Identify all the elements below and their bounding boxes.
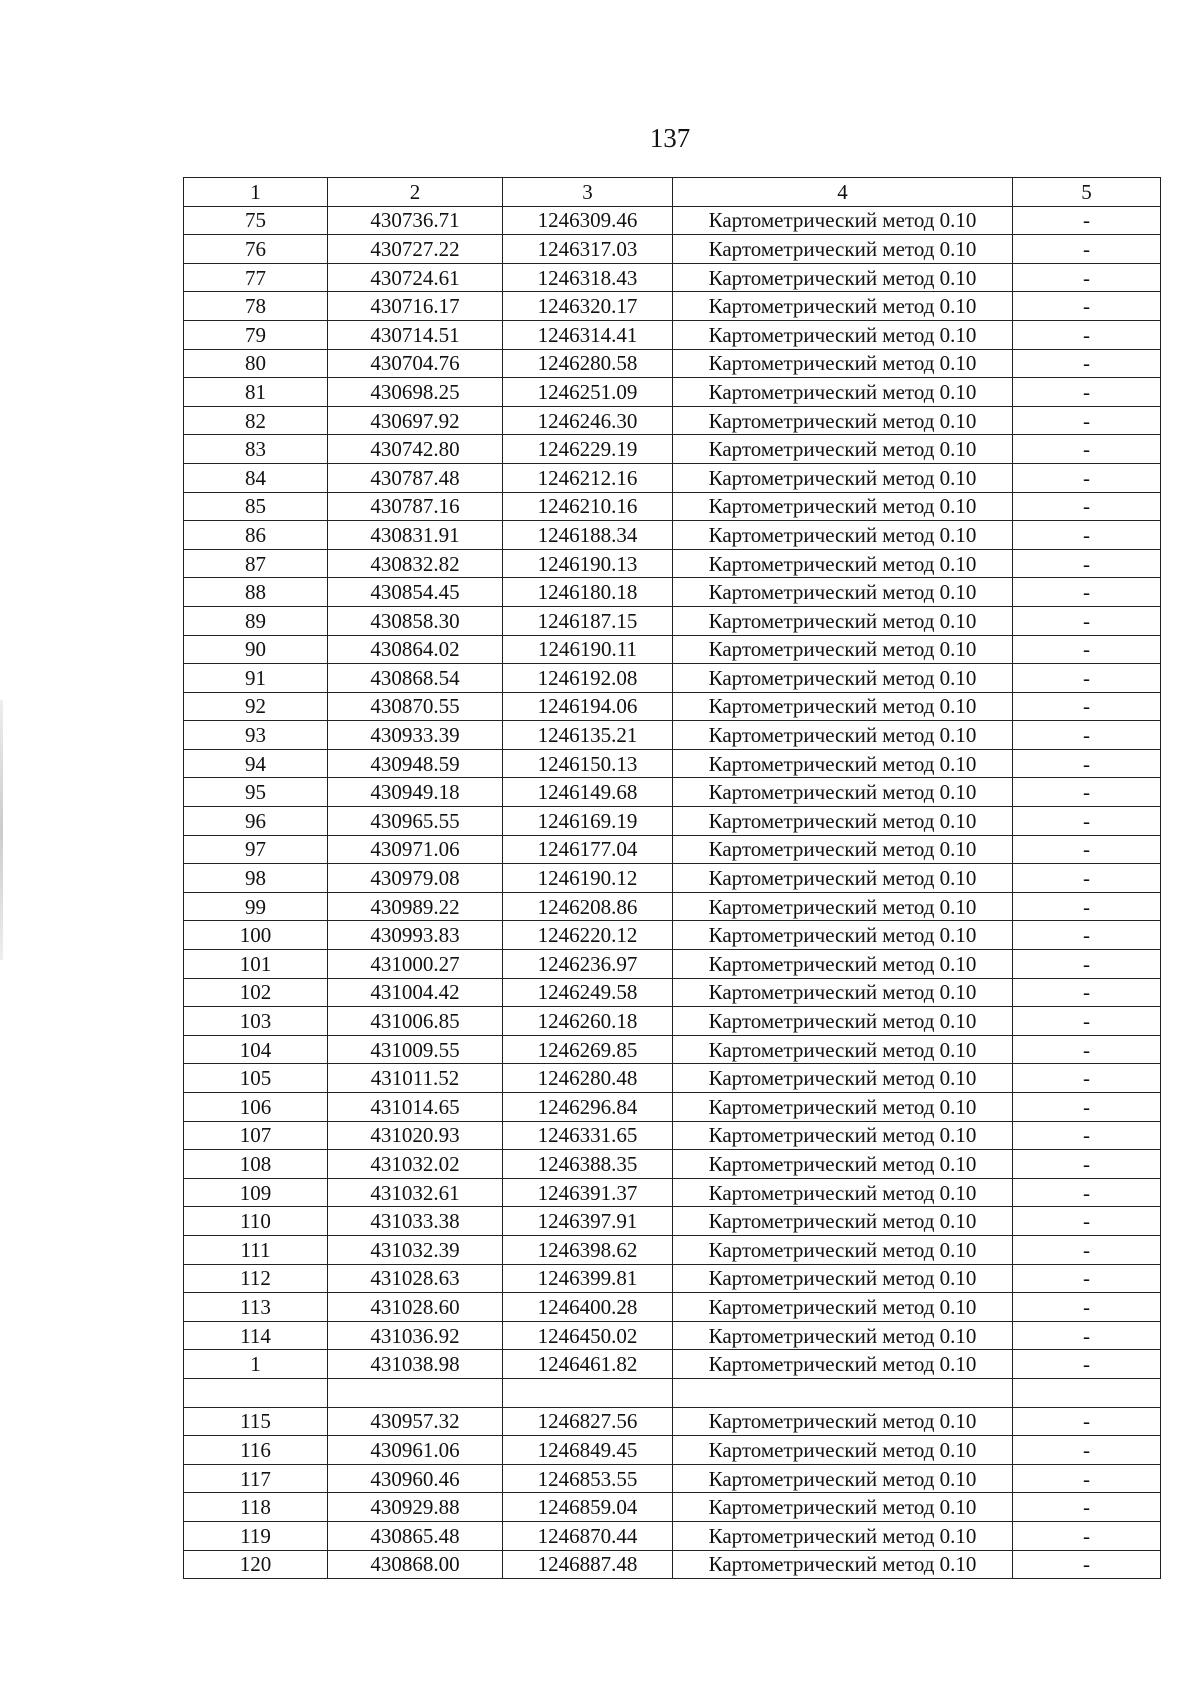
cell-method: Картометрический метод 0.10: [673, 1178, 1013, 1207]
cell-y: 1246827.56: [503, 1407, 673, 1436]
cell-y: [503, 1378, 673, 1407]
cell-x: 430965.55: [328, 807, 503, 836]
table-row: [184, 435, 1161, 464]
cell-y: 1246280.58: [503, 349, 673, 378]
table-row: [184, 1207, 1161, 1236]
coordinates-table: [183, 177, 1161, 1579]
cell-method: Картометрический метод 0.10: [673, 1293, 1013, 1322]
cell-point-number: 87: [184, 549, 328, 578]
cell-x: 430933.39: [328, 721, 503, 750]
cell-x: 430961.06: [328, 1436, 503, 1465]
cell-description: -: [1013, 635, 1161, 664]
cell-point-number: 110: [184, 1207, 328, 1236]
cell-method: Картометрический метод 0.10: [673, 1235, 1013, 1264]
cell-point-number: 92: [184, 692, 328, 721]
cell-y: 1246317.03: [503, 235, 673, 264]
cell-x: 431000.27: [328, 950, 503, 979]
table-row: [184, 921, 1161, 950]
cell-description: -: [1013, 1207, 1161, 1236]
cell-method: Картометрический метод 0.10: [673, 1007, 1013, 1036]
table-row: [184, 1178, 1161, 1207]
table-row: [184, 1121, 1161, 1150]
cell-description: -: [1013, 320, 1161, 349]
cell-y: 1246870.44: [503, 1521, 673, 1550]
cell-point-number: 117: [184, 1464, 328, 1493]
cell-point-number: 99: [184, 892, 328, 921]
cell-method: Картометрический метод 0.10: [673, 721, 1013, 750]
table-row: [184, 978, 1161, 1007]
cell-method: Картометрический метод 0.10: [673, 292, 1013, 321]
cell-y: 1246190.11: [503, 635, 673, 664]
cell-y: 1246208.86: [503, 892, 673, 921]
cell-method: Картометрический метод 0.10: [673, 206, 1013, 235]
cell-x: 431032.02: [328, 1150, 503, 1179]
table-row: [184, 835, 1161, 864]
cell-description: -: [1013, 292, 1161, 321]
table-row: [184, 749, 1161, 778]
cell-x: 430864.02: [328, 635, 503, 664]
table-header: [184, 178, 1161, 207]
cell-point-number: 85: [184, 492, 328, 521]
table-body: [184, 206, 1161, 1579]
cell-description: -: [1013, 578, 1161, 607]
cell-y: 1246331.65: [503, 1121, 673, 1150]
cell-x: 430960.46: [328, 1464, 503, 1493]
cell-method: Картометрический метод 0.10: [673, 692, 1013, 721]
cell-method: Картометрический метод 0.10: [673, 921, 1013, 950]
cell-method: Картометрический метод 0.10: [673, 835, 1013, 864]
cell-point-number: 1: [184, 1350, 328, 1379]
cell-description: -: [1013, 263, 1161, 292]
table-row: [184, 1521, 1161, 1550]
cell-y: 1246169.19: [503, 807, 673, 836]
cell-description: -: [1013, 664, 1161, 693]
cell-description: -: [1013, 1150, 1161, 1179]
cell-method: Картометрический метод 0.10: [673, 1321, 1013, 1350]
cell-method: Картометрический метод 0.10: [673, 950, 1013, 979]
table-row: [184, 1235, 1161, 1264]
cell-x: 430716.17: [328, 292, 503, 321]
cell-x: [328, 1378, 503, 1407]
cell-y: 1246849.45: [503, 1436, 673, 1465]
cell-y: 1246397.91: [503, 1207, 673, 1236]
cell-x: 430949.18: [328, 778, 503, 807]
table-row: [184, 235, 1161, 264]
header-cell-point-number: 1: [184, 178, 328, 207]
cell-description: -: [1013, 378, 1161, 407]
table-row: [184, 1550, 1161, 1579]
cell-y: 1246212.16: [503, 463, 673, 492]
table-row: [184, 664, 1161, 693]
table-row: [184, 1064, 1161, 1093]
cell-point-number: 113: [184, 1293, 328, 1322]
cell-point-number: 84: [184, 463, 328, 492]
cell-description: -: [1013, 1178, 1161, 1207]
table-row: [184, 521, 1161, 550]
cell-description: -: [1013, 606, 1161, 635]
cell-x: 431014.65: [328, 1093, 503, 1122]
cell-y: 1246180.18: [503, 578, 673, 607]
cell-method: Картометрический метод 0.10: [673, 521, 1013, 550]
cell-method: Картометрический метод 0.10: [673, 235, 1013, 264]
cell-method: Картометрический метод 0.10: [673, 1550, 1013, 1579]
cell-y: 1246194.06: [503, 692, 673, 721]
cell-method: Картометрический метод 0.10: [673, 1121, 1013, 1150]
cell-point-number: 102: [184, 978, 328, 1007]
cell-point-number: 101: [184, 950, 328, 979]
cell-point-number: 120: [184, 1550, 328, 1579]
cell-y: 1246190.13: [503, 549, 673, 578]
header-cell-x: 2: [328, 178, 503, 207]
cell-description: -: [1013, 549, 1161, 578]
cell-x: 431006.85: [328, 1007, 503, 1036]
table-row: [184, 1350, 1161, 1379]
cell-point-number: 106: [184, 1093, 328, 1122]
cell-x: 430979.08: [328, 864, 503, 893]
table-row: [184, 1378, 1161, 1407]
cell-y: 1246229.19: [503, 435, 673, 464]
cell-x: 430727.22: [328, 235, 503, 264]
cell-point-number: 83: [184, 435, 328, 464]
cell-point-number: 93: [184, 721, 328, 750]
table-row: [184, 206, 1161, 235]
cell-point-number: 103: [184, 1007, 328, 1036]
cell-point-number: 95: [184, 778, 328, 807]
cell-description: -: [1013, 1064, 1161, 1093]
cell-description: -: [1013, 406, 1161, 435]
cell-description: -: [1013, 235, 1161, 264]
cell-description: -: [1013, 1521, 1161, 1550]
cell-description: -: [1013, 1264, 1161, 1293]
cell-y: 1246391.37: [503, 1178, 673, 1207]
cell-x: 431011.52: [328, 1064, 503, 1093]
cell-description: -: [1013, 1493, 1161, 1522]
cell-x: 431028.63: [328, 1264, 503, 1293]
cell-description: [1013, 1378, 1161, 1407]
cell-description: -: [1013, 206, 1161, 235]
cell-method: Картометрический метод 0.10: [673, 320, 1013, 349]
table-row: [184, 549, 1161, 578]
cell-method: Картометрический метод 0.10: [673, 1093, 1013, 1122]
cell-method: Картометрический метод 0.10: [673, 463, 1013, 492]
cell-x: 431028.60: [328, 1293, 503, 1322]
header-row: [184, 178, 1161, 207]
cell-method: Картометрический метод 0.10: [673, 1521, 1013, 1550]
cell-point-number: 100: [184, 921, 328, 950]
cell-method: Картометрический метод 0.10: [673, 807, 1013, 836]
cell-x: 431009.55: [328, 1035, 503, 1064]
table-row: [184, 320, 1161, 349]
cell-x: 430929.88: [328, 1493, 503, 1522]
cell-x: 430698.25: [328, 378, 503, 407]
cell-y: 1246190.12: [503, 864, 673, 893]
header-cell-description: 5: [1013, 178, 1161, 207]
cell-point-number: 77: [184, 263, 328, 292]
table-row: [184, 1150, 1161, 1179]
cell-description: -: [1013, 1464, 1161, 1493]
cell-method: Картометрический метод 0.10: [673, 778, 1013, 807]
table-row: [184, 578, 1161, 607]
table-row: [184, 778, 1161, 807]
cell-point-number: 80: [184, 349, 328, 378]
cell-description: -: [1013, 1321, 1161, 1350]
cell-method: Картометрический метод 0.10: [673, 1407, 1013, 1436]
table-row: [184, 1436, 1161, 1465]
cell-method: Картометрический метод 0.10: [673, 1150, 1013, 1179]
cell-description: -: [1013, 1407, 1161, 1436]
cell-description: -: [1013, 1550, 1161, 1579]
cell-y: 1246149.68: [503, 778, 673, 807]
cell-description: -: [1013, 1235, 1161, 1264]
table-row: [184, 864, 1161, 893]
cell-description: -: [1013, 721, 1161, 750]
cell-point-number: 78: [184, 292, 328, 321]
cell-point-number: 76: [184, 235, 328, 264]
table-row: [184, 606, 1161, 635]
cell-x: 430724.61: [328, 263, 503, 292]
cell-x: 430736.71: [328, 206, 503, 235]
table-row: [184, 378, 1161, 407]
cell-y: 1246150.13: [503, 749, 673, 778]
cell-point-number: 81: [184, 378, 328, 407]
cell-x: 431038.98: [328, 1350, 503, 1379]
cell-point-number: 111: [184, 1235, 328, 1264]
cell-description: -: [1013, 1350, 1161, 1379]
cell-method: Картометрический метод 0.10: [673, 1064, 1013, 1093]
cell-method: Картометрический метод 0.10: [673, 435, 1013, 464]
cell-description: -: [1013, 349, 1161, 378]
cell-description: -: [1013, 978, 1161, 1007]
cell-x: 430831.91: [328, 521, 503, 550]
cell-y: 1246187.15: [503, 606, 673, 635]
cell-point-number: 107: [184, 1121, 328, 1150]
cell-method: Картометрический метод 0.10: [673, 1035, 1013, 1064]
cell-method: Картометрический метод 0.10: [673, 549, 1013, 578]
table-row: [184, 1407, 1161, 1436]
page-number: 137: [649, 123, 691, 153]
cell-point-number: 118: [184, 1493, 328, 1522]
cell-y: 1246398.62: [503, 1235, 673, 1264]
cell-description: -: [1013, 807, 1161, 836]
cell-y: 1246236.97: [503, 950, 673, 979]
cell-method: Картометрический метод 0.10: [673, 1493, 1013, 1522]
table-row: [184, 1321, 1161, 1350]
cell-description: -: [1013, 1035, 1161, 1064]
cell-x: 430787.48: [328, 463, 503, 492]
cell-y: 1246318.43: [503, 263, 673, 292]
cell-y: 1246309.46: [503, 206, 673, 235]
cell-x: 431004.42: [328, 978, 503, 1007]
cell-method: Картометрический метод 0.10: [673, 1464, 1013, 1493]
cell-y: 1246400.28: [503, 1293, 673, 1322]
cell-method: Картометрический метод 0.10: [673, 606, 1013, 635]
cell-y: 1246269.85: [503, 1035, 673, 1064]
table-row: [184, 1493, 1161, 1522]
cell-method: Картометрический метод 0.10: [673, 1207, 1013, 1236]
cell-description: -: [1013, 864, 1161, 893]
cell-description: -: [1013, 892, 1161, 921]
cell-x: 431036.92: [328, 1321, 503, 1350]
cell-description: -: [1013, 835, 1161, 864]
cell-description: -: [1013, 950, 1161, 979]
cell-x: 430957.32: [328, 1407, 503, 1436]
cell-point-number: 116: [184, 1436, 328, 1465]
cell-x: 430697.92: [328, 406, 503, 435]
cell-x: 430787.16: [328, 492, 503, 521]
cell-y: 1246260.18: [503, 1007, 673, 1036]
cell-x: 430868.54: [328, 664, 503, 693]
table-row: [184, 1093, 1161, 1122]
cell-point-number: [184, 1378, 328, 1407]
cell-point-number: 105: [184, 1064, 328, 1093]
cell-y: 1246859.04: [503, 1493, 673, 1522]
cell-description: -: [1013, 463, 1161, 492]
cell-description: -: [1013, 1007, 1161, 1036]
table-row: [184, 807, 1161, 836]
cell-x: 430714.51: [328, 320, 503, 349]
table-row: [184, 892, 1161, 921]
cell-x: 431032.61: [328, 1178, 503, 1207]
cell-x: 430989.22: [328, 892, 503, 921]
cell-y: 1246251.09: [503, 378, 673, 407]
cell-description: -: [1013, 1436, 1161, 1465]
cell-point-number: 104: [184, 1035, 328, 1064]
table-row: [184, 692, 1161, 721]
cell-y: 1246461.82: [503, 1350, 673, 1379]
table-row: [184, 349, 1161, 378]
cell-method: Картометрический метод 0.10: [673, 349, 1013, 378]
table-row: [184, 635, 1161, 664]
cell-point-number: 75: [184, 206, 328, 235]
cell-point-number: 94: [184, 749, 328, 778]
cell-y: 1246280.48: [503, 1064, 673, 1093]
cell-method: Картометрический метод 0.10: [673, 1436, 1013, 1465]
cell-description: -: [1013, 921, 1161, 950]
cell-method: Картометрический метод 0.10: [673, 864, 1013, 893]
cell-description: -: [1013, 492, 1161, 521]
cell-y: 1246450.02: [503, 1321, 673, 1350]
cell-description: -: [1013, 1293, 1161, 1322]
cell-description: -: [1013, 778, 1161, 807]
cell-x: 430993.83: [328, 921, 503, 950]
cell-point-number: 82: [184, 406, 328, 435]
cell-x: 431033.38: [328, 1207, 503, 1236]
table-row: [184, 1035, 1161, 1064]
table-row: [184, 950, 1161, 979]
cell-point-number: 86: [184, 521, 328, 550]
cell-y: 1246220.12: [503, 921, 673, 950]
cell-y: 1246177.04: [503, 835, 673, 864]
cell-description: -: [1013, 1093, 1161, 1122]
cell-x: 430865.48: [328, 1521, 503, 1550]
table-row: [184, 1007, 1161, 1036]
cell-y: 1246399.81: [503, 1264, 673, 1293]
cell-y: 1246296.84: [503, 1093, 673, 1122]
cell-x: 430854.45: [328, 578, 503, 607]
cell-description: -: [1013, 749, 1161, 778]
cell-point-number: 119: [184, 1521, 328, 1550]
table-row: [184, 721, 1161, 750]
table-row: [184, 463, 1161, 492]
cell-method: Картометрический метод 0.10: [673, 635, 1013, 664]
table-row: [184, 263, 1161, 292]
cell-point-number: 98: [184, 864, 328, 893]
table-row: [184, 406, 1161, 435]
cell-point-number: 109: [184, 1178, 328, 1207]
cell-x: 430948.59: [328, 749, 503, 778]
cell-method: Картометрический метод 0.10: [673, 664, 1013, 693]
cell-method: Картометрический метод 0.10: [673, 892, 1013, 921]
cell-method: Картометрический метод 0.10: [673, 578, 1013, 607]
cell-point-number: 96: [184, 807, 328, 836]
table-row: [184, 1464, 1161, 1493]
cell-description: -: [1013, 692, 1161, 721]
cell-method: Картометрический метод 0.10: [673, 1264, 1013, 1293]
cell-x: 430971.06: [328, 835, 503, 864]
cell-point-number: 89: [184, 606, 328, 635]
cell-y: 1246188.34: [503, 521, 673, 550]
table-row: [184, 292, 1161, 321]
table-row: [184, 492, 1161, 521]
cell-x: 430704.76: [328, 349, 503, 378]
cell-point-number: 115: [184, 1407, 328, 1436]
cell-method: Картометрический метод 0.10: [673, 378, 1013, 407]
cell-point-number: 79: [184, 320, 328, 349]
cell-y: 1246314.41: [503, 320, 673, 349]
cell-point-number: 97: [184, 835, 328, 864]
cell-y: 1246320.17: [503, 292, 673, 321]
cell-method: Картометрический метод 0.10: [673, 263, 1013, 292]
cell-description: -: [1013, 521, 1161, 550]
scan-edge-artifact: [0, 700, 3, 960]
cell-x: 430868.00: [328, 1550, 503, 1579]
cell-point-number: 108: [184, 1150, 328, 1179]
cell-x: 430832.82: [328, 549, 503, 578]
cell-description: -: [1013, 435, 1161, 464]
cell-method: [673, 1378, 1013, 1407]
cell-y: 1246246.30: [503, 406, 673, 435]
cell-x: 431032.39: [328, 1235, 503, 1264]
header-cell-method: 4: [673, 178, 1013, 207]
cell-description: -: [1013, 1121, 1161, 1150]
cell-method: Картометрический метод 0.10: [673, 978, 1013, 1007]
cell-point-number: 91: [184, 664, 328, 693]
cell-method: Картометрический метод 0.10: [673, 1350, 1013, 1379]
cell-point-number: 88: [184, 578, 328, 607]
table-row: [184, 1264, 1161, 1293]
cell-y: 1246135.21: [503, 721, 673, 750]
cell-y: 1246853.55: [503, 1464, 673, 1493]
cell-x: 431020.93: [328, 1121, 503, 1150]
cell-x: 430742.80: [328, 435, 503, 464]
table-row: [184, 1293, 1161, 1322]
cell-y: 1246249.58: [503, 978, 673, 1007]
cell-x: 430858.30: [328, 606, 503, 635]
cell-method: Картометрический метод 0.10: [673, 492, 1013, 521]
header-cell-y: 3: [503, 178, 673, 207]
cell-y: 1246887.48: [503, 1550, 673, 1579]
cell-method: Картометрический метод 0.10: [673, 749, 1013, 778]
cell-y: 1246388.35: [503, 1150, 673, 1179]
cell-y: 1246192.08: [503, 664, 673, 693]
cell-y: 1246210.16: [503, 492, 673, 521]
cell-x: 430870.55: [328, 692, 503, 721]
cell-point-number: 114: [184, 1321, 328, 1350]
cell-method: Картометрический метод 0.10: [673, 406, 1013, 435]
cell-point-number: 90: [184, 635, 328, 664]
cell-point-number: 112: [184, 1264, 328, 1293]
